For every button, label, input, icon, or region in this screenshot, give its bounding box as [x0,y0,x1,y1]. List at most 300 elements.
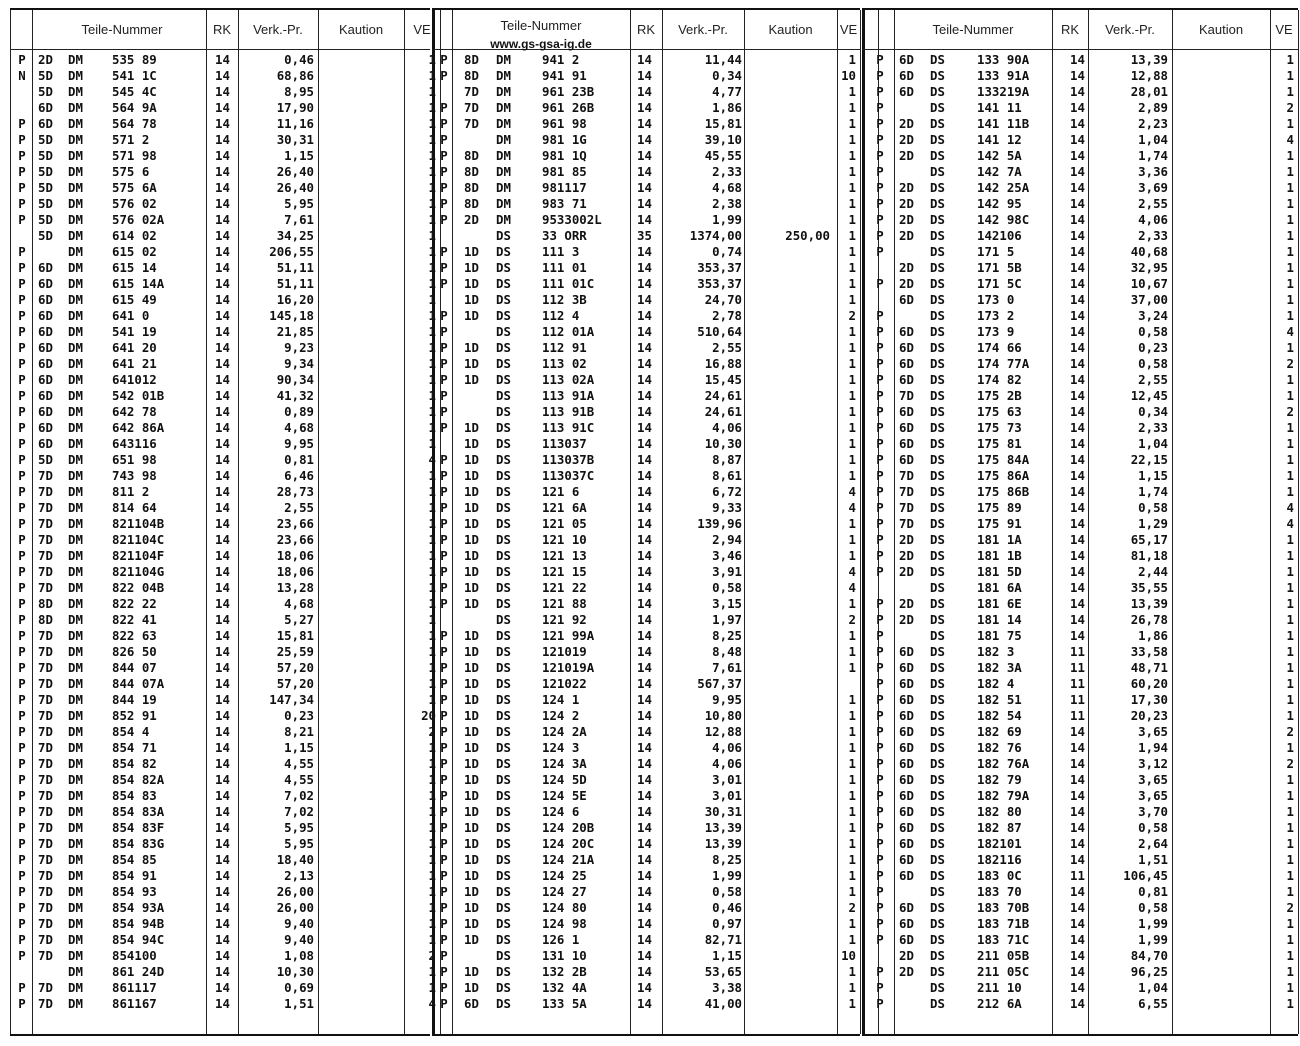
series-cell: 2D [899,212,914,227]
ve-cell: 1 [848,436,856,451]
price-cell: 2,94 [712,532,742,547]
group-cell: DS [930,644,945,659]
table-row [10,548,436,564]
price-cell: 1,29 [1138,516,1168,531]
rk-cell: 11 [1070,692,1085,707]
part-number-cell: 182 79 [977,772,1022,787]
part-number-cell: 133 91A [977,68,1030,83]
part-number-cell: 822 41 [112,612,157,627]
ve-cell: 1 [1286,980,1294,995]
part-number-cell: 854 82A [112,772,165,787]
rk-cell: 14 [637,788,652,803]
part-number-cell: 121 6 [542,484,580,499]
price-cell: 106,45 [1123,868,1168,883]
series-cell: 1D [464,564,479,579]
part-number-cell: 171 5C [977,276,1022,291]
price-cell: 8,87 [712,452,742,467]
series-cell: 1D [464,452,479,467]
part-number-cell: 142 98C [977,212,1030,227]
series-cell: 5D [38,132,53,147]
flag-cell: P [440,644,448,659]
rk-cell: 14 [637,212,652,227]
price-cell: 6,46 [284,468,314,483]
series-cell: 6D [899,772,914,787]
part-number-cell: 821104G [112,564,165,579]
table-row [862,100,1298,116]
flag-cell: P [876,980,884,995]
ve-cell: 1 [1286,836,1294,851]
group-cell: DS [496,900,511,915]
price-cell: 10,67 [1130,276,1168,291]
ve-cell: 1 [848,100,856,115]
series-cell: 6D [899,852,914,867]
rk-cell: 14 [637,772,652,787]
part-number-cell: 173 0 [977,292,1015,307]
rk-cell: 14 [1070,820,1085,835]
group-cell: DS [930,756,945,771]
price-cell: 45,55 [704,148,742,163]
table-row [862,356,1298,372]
table-row [862,420,1298,436]
series-cell: 5D [38,164,53,179]
part-number-cell: 576 02 [112,196,157,211]
price-cell: 13,39 [704,820,742,835]
series-cell: 7D [899,468,914,483]
flag-cell: P [440,132,448,147]
series-cell: 1D [464,756,479,771]
series-cell: 1D [464,868,479,883]
flag-cell: P [440,180,448,195]
ve-cell: 1 [848,196,856,211]
ve-cell: 1 [848,980,856,995]
series-cell: 1D [464,820,479,835]
flag-cell: P [440,356,448,371]
table-row [432,532,860,548]
flag-cell: P [876,708,884,723]
rk-cell: 14 [215,900,230,915]
ve-header: VE [413,22,431,37]
group-cell: DS [496,228,511,243]
rk-cell: 14 [1070,756,1085,771]
ve-header: VE [1275,22,1293,37]
rk-cell: 14 [637,68,652,83]
table-row [10,52,436,68]
rk-cell: 14 [637,708,652,723]
group-cell: DS [930,308,945,323]
series-cell: 1D [464,708,479,723]
series-cell: 7D [38,548,53,563]
part-number-cell: 175 73 [977,420,1022,435]
group-cell: DS [496,996,511,1011]
table-row [432,740,860,756]
price-cell: 24,61 [704,388,742,403]
group-cell: DS [930,212,945,227]
rk-cell: 14 [637,644,652,659]
table-row [432,852,860,868]
flag-cell: P [440,884,448,899]
series-cell: 1D [464,900,479,915]
ve-cell: 1 [848,548,856,563]
series-cell: 7D [464,84,479,99]
part-number-cell: 141 11B [977,116,1030,131]
ve-cell: 1 [848,804,856,819]
part-number-cell: 182 87 [977,820,1022,835]
rk-cell: 14 [637,612,652,627]
flag-cell: P [440,836,448,851]
part-number-cell: 121 13 [542,548,587,563]
series-cell: 7D [38,836,53,851]
part-number-cell: 142 7A [977,164,1022,179]
group-cell: DS [496,612,511,627]
table-row [432,308,860,324]
flag-cell: P [440,372,448,387]
table-row [862,340,1298,356]
series-cell: 1D [464,660,479,675]
part-number-cell: 981117 [542,180,587,195]
price-cell: 57,20 [276,676,314,691]
series-cell: 2D [899,564,914,579]
part-number-cell: 641 21 [112,356,157,371]
flag-cell: N [18,68,26,83]
series-cell: 6D [899,292,914,307]
ve-cell: 1 [428,436,436,451]
price-cell: 2,23 [1138,116,1168,131]
rk-cell: 14 [1070,52,1085,67]
group-cell: DS [496,468,511,483]
part-number-cell: 131 10 [542,948,587,963]
part-number-cell: 175 81 [977,436,1022,451]
rk-cell: 14 [215,660,230,675]
price-cell: 68,86 [276,68,314,83]
part-number-cell: 983 71 [542,196,587,211]
price-cell: 26,00 [276,900,314,915]
rk-cell: 14 [215,276,230,291]
rk-cell: 14 [1070,196,1085,211]
flag-cell: P [18,404,26,419]
group-cell: DM [68,228,83,243]
group-cell: DS [930,740,945,755]
rk-cell: 14 [215,212,230,227]
series-cell: 6D [38,100,53,115]
group-cell: DM [68,180,83,195]
flag-cell: P [440,260,448,275]
part-number-cell: 174 66 [977,340,1022,355]
part-number-cell: 175 89 [977,500,1022,515]
ve-cell: 1 [428,148,436,163]
price-cell: 3,38 [712,980,742,995]
price-cell: 2,64 [1138,836,1168,851]
price-cell: 13,28 [276,580,314,595]
series-cell: 6D [38,404,53,419]
part-number-cell: 113 91A [542,388,595,403]
ve-cell: 1 [428,564,436,579]
rk-cell: 14 [637,468,652,483]
ve-cell: 1 [848,276,856,291]
flag-cell: P [876,804,884,819]
part-number-cell: 113037B [542,452,595,467]
rk-cell: 14 [215,740,230,755]
flag-cell: P [876,676,884,691]
price-cell: 8,95 [284,84,314,99]
table-row [432,468,860,484]
group-cell: DS [496,852,511,867]
price-cell: 3,70 [1138,804,1168,819]
part-number-cell: 181 1B [977,548,1022,563]
rk-cell: 14 [215,868,230,883]
series-cell: 1D [464,484,479,499]
price-cell: 82,71 [704,932,742,947]
ve-cell: 1 [1286,292,1294,307]
series-cell: 6D [899,756,914,771]
rk-cell: 14 [637,596,652,611]
price-cell: 32,95 [1130,260,1168,275]
rk-cell: 14 [1070,212,1085,227]
part-number-cell: 181 14 [977,612,1022,627]
flag-cell: P [440,820,448,835]
ve-cell: 20 [421,708,436,723]
flag-cell: P [18,628,26,643]
ve-cell: 1 [848,244,856,259]
flag-cell: P [876,84,884,99]
rk-cell: 14 [637,916,652,931]
parts-table [862,52,1298,1012]
group-cell: DS [496,452,511,467]
part-number-cell: 541 19 [112,324,157,339]
series-cell: 7D [38,900,53,915]
series-cell: 6D [899,708,914,723]
table-row [10,692,436,708]
ve-cell: 1 [848,356,856,371]
price-cell: 9,23 [284,340,314,355]
part-number-cell: 124 25 [542,868,587,883]
table-row [10,276,436,292]
flag-cell: P [876,644,884,659]
flag-cell: P [440,564,448,579]
group-cell: DS [496,436,511,451]
flag-cell: P [876,932,884,947]
price-cell: 22,15 [1130,452,1168,467]
flag-cell: P [876,388,884,403]
flag-cell: P [440,692,448,707]
price-cell: 139,96 [697,516,742,531]
ve-cell: 1 [428,644,436,659]
ve-cell: 1 [848,852,856,867]
rk-cell: 14 [1070,836,1085,851]
rk-cell: 14 [215,964,230,979]
flag-cell: P [876,884,884,899]
price-panel-2 [432,8,860,1036]
series-cell: 1D [464,500,479,515]
table-row [862,772,1298,788]
ve-cell: 1 [848,756,856,771]
group-cell: DS [930,580,945,595]
rk-cell: 14 [1070,804,1085,819]
part-number-cell: 112 91 [542,340,587,355]
group-cell: DM [68,500,83,515]
flag-cell: P [440,52,448,67]
price-cell: 8,61 [712,468,742,483]
ve-cell: 1 [848,180,856,195]
group-cell: DM [68,324,83,339]
table-row [432,676,860,692]
ve-cell: 1 [848,404,856,419]
part-number-cell: 822 04B [112,580,165,595]
table-row [862,244,1298,260]
table-row [10,868,436,884]
part-number-cell: 181 1A [977,532,1022,547]
price-cell: 4,06 [712,420,742,435]
series-cell: 7D [38,868,53,883]
group-cell: DS [496,644,511,659]
ve-cell: 1 [428,932,436,947]
price-cell: 3,24 [1138,308,1168,323]
rk-cell: 14 [215,756,230,771]
rk-header: RK [636,22,656,37]
flag-cell: P [876,596,884,611]
table-row [10,708,436,724]
series-cell: 6D [38,356,53,371]
table-row [432,548,860,564]
table-row [862,836,1298,852]
flag-cell: P [876,500,884,515]
table-row [10,964,436,980]
ve-cell: 1 [848,372,856,387]
ve-cell: 1 [1286,388,1294,403]
flag-cell: P [18,148,26,163]
table-row [10,580,436,596]
part-number-cell: 615 14 [112,260,157,275]
table-row [10,484,436,500]
group-cell: DS [496,292,511,307]
price-cell: 5,95 [284,196,314,211]
series-cell: 7D [38,564,53,579]
price-cell: 0,58 [1138,500,1168,515]
flag-cell: P [440,404,448,419]
part-number-cell: 854 85 [112,852,157,867]
table-row [432,996,860,1012]
table-row [10,756,436,772]
group-cell: DM [68,820,83,835]
rk-cell: 14 [637,532,652,547]
part-number-cell: 854 83A [112,804,165,819]
price-cell: 9,33 [712,500,742,515]
rk-cell: 14 [215,388,230,403]
ve-cell: 1 [848,212,856,227]
rk-cell: 14 [1070,884,1085,899]
table-row [10,372,436,388]
series-cell: 7D [38,468,53,483]
part-number-cell: 121 92 [542,612,587,627]
series-cell: 1D [464,804,479,819]
price-cell: 1,51 [284,996,314,1011]
table-row [10,612,436,628]
rk-cell: 14 [637,516,652,531]
series-cell: 5D [38,196,53,211]
flag-cell: P [18,564,26,579]
part-number-cell: 182 4 [977,676,1015,691]
group-cell: DS [496,260,511,275]
part-number-cell: 211 05C [977,964,1030,979]
rk-cell: 14 [215,436,230,451]
price-cell: 3,12 [1138,756,1168,771]
table-row [862,596,1298,612]
price-cell: 0,81 [1138,884,1168,899]
table-row [432,260,860,276]
price-cell: 0,23 [1138,340,1168,355]
part-number-cell: 142 25A [977,180,1030,195]
part-number-cell: 844 19 [112,692,157,707]
ve-cell: 1 [848,388,856,403]
ve-cell: 1 [848,996,856,1011]
series-cell: 1D [464,548,479,563]
group-cell: DS [496,756,511,771]
table-row [432,164,860,180]
ve-cell: 1 [428,244,436,259]
price-cell: 10,30 [276,964,314,979]
flag-cell: P [18,548,26,563]
series-cell: 2D [899,596,914,611]
group-cell: DM [68,52,83,67]
series-cell: 5D [38,180,53,195]
price-cell: 26,40 [276,164,314,179]
price-cell: 96,25 [1130,964,1168,979]
price-cell: 9,95 [712,692,742,707]
ve-header: VE [839,22,858,37]
table-row [432,436,860,452]
table-row [432,100,860,116]
ve-cell: 1 [848,468,856,483]
table-row [862,740,1298,756]
table-row [10,516,436,532]
table-row [10,740,436,756]
table-row [10,164,436,180]
price-cell: 353,37 [697,276,742,291]
rk-cell: 14 [637,836,652,851]
rk-cell: 14 [637,852,652,867]
series-cell: 6D [38,292,53,307]
rk-cell: 14 [215,580,230,595]
table-row [862,68,1298,84]
flag-cell: P [18,500,26,515]
part-number-cell: 182 54 [977,708,1022,723]
ve-cell: 1 [428,484,436,499]
table-row [432,980,860,996]
group-cell: DS [496,660,511,675]
ve-cell: 1 [1286,548,1294,563]
flag-cell: P [876,68,884,83]
flag-cell: P [18,516,26,531]
price-cell: 15,45 [704,372,742,387]
ve-cell: 1 [848,916,856,931]
group-cell: DS [930,596,945,611]
part-number-cell: 121 10 [542,532,587,547]
price-cell: 147,34 [269,692,314,707]
part-number-cell: 121 99A [542,628,595,643]
series-cell: 8D [38,612,53,627]
price-cell: 5,95 [284,820,314,835]
rk-cell: 14 [637,660,652,675]
price-cell: 2,33 [1138,420,1168,435]
group-cell: DM [496,212,511,227]
table-row [432,132,860,148]
group-cell: DS [496,948,511,963]
price-cell: 8,21 [284,724,314,739]
ve-cell: 2 [1286,756,1294,771]
ve-cell: 1 [1286,308,1294,323]
rk-cell: 14 [1070,916,1085,931]
series-cell: 1D [464,692,479,707]
group-cell: DM [68,756,83,771]
